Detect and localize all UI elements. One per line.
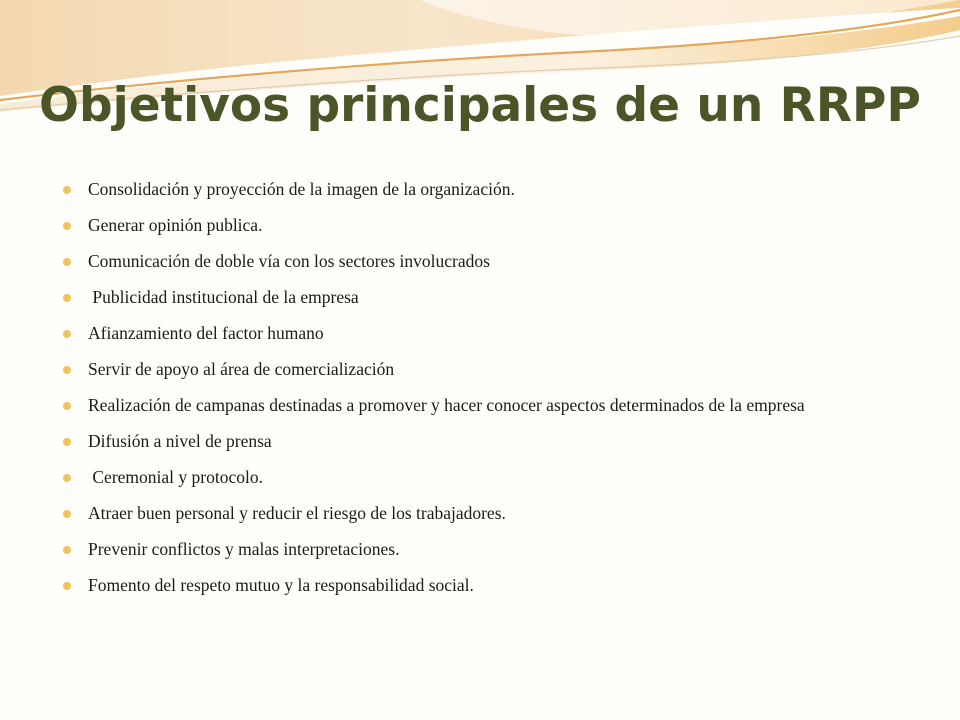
bullet-text: Fomento del respeto mutuo y la responsabilidad social. (88, 575, 474, 595)
bullet-text: Ceremonial y protocolo. (88, 467, 263, 487)
bullet-text: Servir de apoyo al área de comercialización (88, 359, 395, 379)
bullet-text: Afianzamiento del factor humano (88, 323, 324, 343)
list-item (62, 396, 902, 415)
bullet-dot-icon (63, 186, 71, 194)
bullet-dot-icon (63, 582, 71, 590)
list-item (62, 468, 902, 487)
list-item (62, 432, 902, 451)
list-item (62, 216, 902, 235)
bullet-dot-icon (63, 546, 71, 554)
bullet-dot-icon (63, 330, 71, 338)
bullet-text: Prevenir conflictos y malas interpretaciones. (88, 539, 400, 559)
bullet-dot-icon (63, 474, 71, 482)
bullet-dot-icon (63, 510, 71, 518)
bullet-text: Difusión a nivel de prensa (88, 431, 272, 451)
list-item (62, 540, 902, 559)
bullet-dot-icon (63, 294, 71, 302)
bullet-text: Realización de campanas destinadas a promover y hacer conocer aspectos determinados de la empresa (88, 395, 805, 415)
list-item (62, 360, 902, 379)
list-item (62, 252, 902, 271)
bullet-dot-icon (63, 366, 71, 374)
bullet-dot-icon (63, 402, 71, 410)
bullet-text: Publicidad institucional de la empresa (88, 287, 359, 307)
bullet-text: Comunicación de doble vía con los sectores involucrados (88, 251, 490, 271)
bullet-text: Consolidación y proyección de la imagen de la organización. (88, 179, 515, 199)
bullet-dot-icon (63, 438, 71, 446)
bullet-dot-icon (63, 258, 71, 266)
bullet-text: Generar opinión publica. (88, 215, 263, 235)
bullet-text: Atraer buen personal y reducir el riesgo de los trabajadores. (88, 503, 506, 523)
bullet-list (62, 180, 902, 612)
list-item (62, 324, 902, 343)
list-item (62, 504, 902, 523)
list-item (62, 288, 902, 307)
list-item (62, 576, 902, 595)
list-item (62, 180, 902, 199)
bullet-dot-icon (63, 222, 71, 230)
page-title: Objetivos principales de un RRPP (39, 78, 921, 133)
